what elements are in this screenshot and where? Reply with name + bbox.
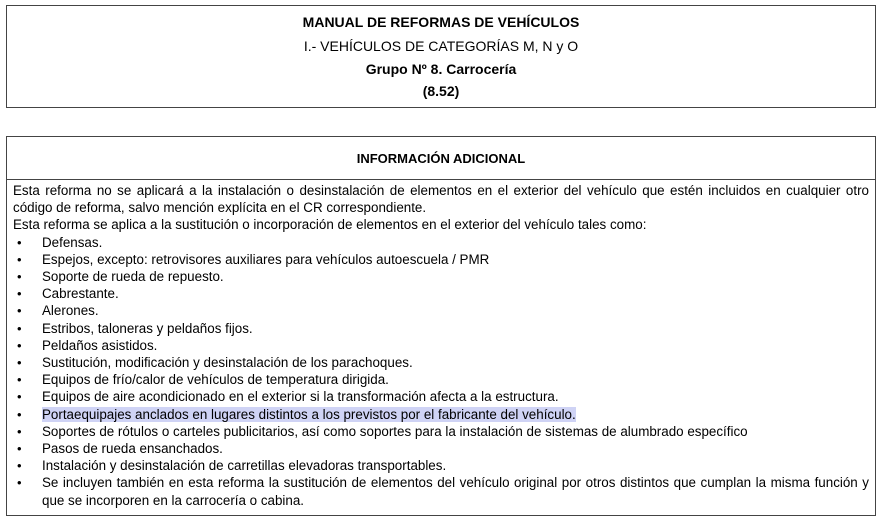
list-item-text: Equipos de aire acondicionado en el exterior si la transformación afecta a la estructura. [42,389,559,405]
info-paragraph-exclusion: Esta reforma no se aplicará a la instalación o desinstalación de elementos en el exterior del vehículo que estén incluidos en cualquier otro código de reforma, salvo mención explícita en el CR correspondiente. [13,183,869,216]
list-item [13,474,869,508]
list-item [13,302,869,319]
list-item-text: Cabrestante. [42,286,119,302]
list-item-text: Alerones. [42,303,99,319]
list-item-text: Espejos, excepto: retrovisores auxiliares para vehículos autoescuela / PMR [42,251,490,267]
bullet-icon: • [17,234,22,250]
bullet-icon: • [17,406,22,422]
list-item-text: Defensas. [42,234,103,250]
list-item [13,423,869,440]
bullet-icon: • [17,286,22,302]
list-item-text: Soportes de rótulos o carteles publicitarios, así como soportes para la instalación de sistemas de alumbrado específico [42,423,748,439]
list-item-text: Se incluyen también en esta reforma la sustitución de elementos del vehículo original por otros distintos que cumplan la misma función y que se incorporen en la carrocería o cabina. [42,475,869,508]
bullet-icon: • [17,441,22,457]
list-item-text: Soporte de rueda de repuesto. [42,269,224,285]
bullet-icon: • [17,269,22,285]
list-item [13,371,869,388]
list-item-text: Equipos de frío/calor de vehículos de temperatura dirigida. [42,372,389,388]
list-item-selected [13,406,869,423]
list-item [13,320,869,337]
list-item-text: Sustitución, modificación y desinstalación de los parachoques. [42,355,413,371]
bullet-icon: • [17,389,22,405]
highlighted-text[interactable]: Portaequipajes anclados en lugares distintos a los previstos por el fabricante del vehículo. [42,406,576,422]
list-item [13,337,869,354]
manual-title: MANUAL DE REFORMAS DE VEHÍCULOS [302,14,580,30]
list-item [13,285,869,302]
list-item [13,354,869,371]
reform-code: (8.52) [422,83,460,99]
list-item-text: Peldaños asistidos. [42,337,158,353]
list-item [13,251,869,268]
group-title: Grupo Nº 8. Carrocería [365,61,517,77]
category-subtitle: I.- VEHÍCULOS DE CATEGORÍAS M, N y O [303,38,579,54]
list-item [13,440,869,457]
list-item [13,268,869,285]
info-body [13,182,869,509]
bullet-icon: • [17,303,22,319]
bullet-icon: • [17,458,22,474]
info-title: INFORMACIÓN ADICIONAL [7,137,875,180]
list-item [13,234,869,251]
bullet-icon: • [17,337,22,353]
bullet-icon: • [17,320,22,336]
info-section [6,136,876,516]
element-list [13,234,869,509]
bullet-icon: • [17,475,22,491]
info-paragraph-scope: Esta reforma se aplica a la sustitución o incorporación de elementos en el exterior del vehículo tales como: [13,217,647,233]
list-item-text: Pasos de rueda ensanchados. [42,441,223,457]
list-item [13,388,869,405]
list-item-text: Estribos, taloneras y peldaños fijos. [42,320,253,336]
document-header [6,5,876,108]
list-item [13,457,869,474]
bullet-icon: • [17,355,22,371]
bullet-icon: • [17,251,22,267]
list-item-text: Instalación y desinstalación de carretillas elevadoras transportables. [42,458,447,474]
bullet-icon: • [17,423,22,439]
bullet-icon: • [17,372,22,388]
